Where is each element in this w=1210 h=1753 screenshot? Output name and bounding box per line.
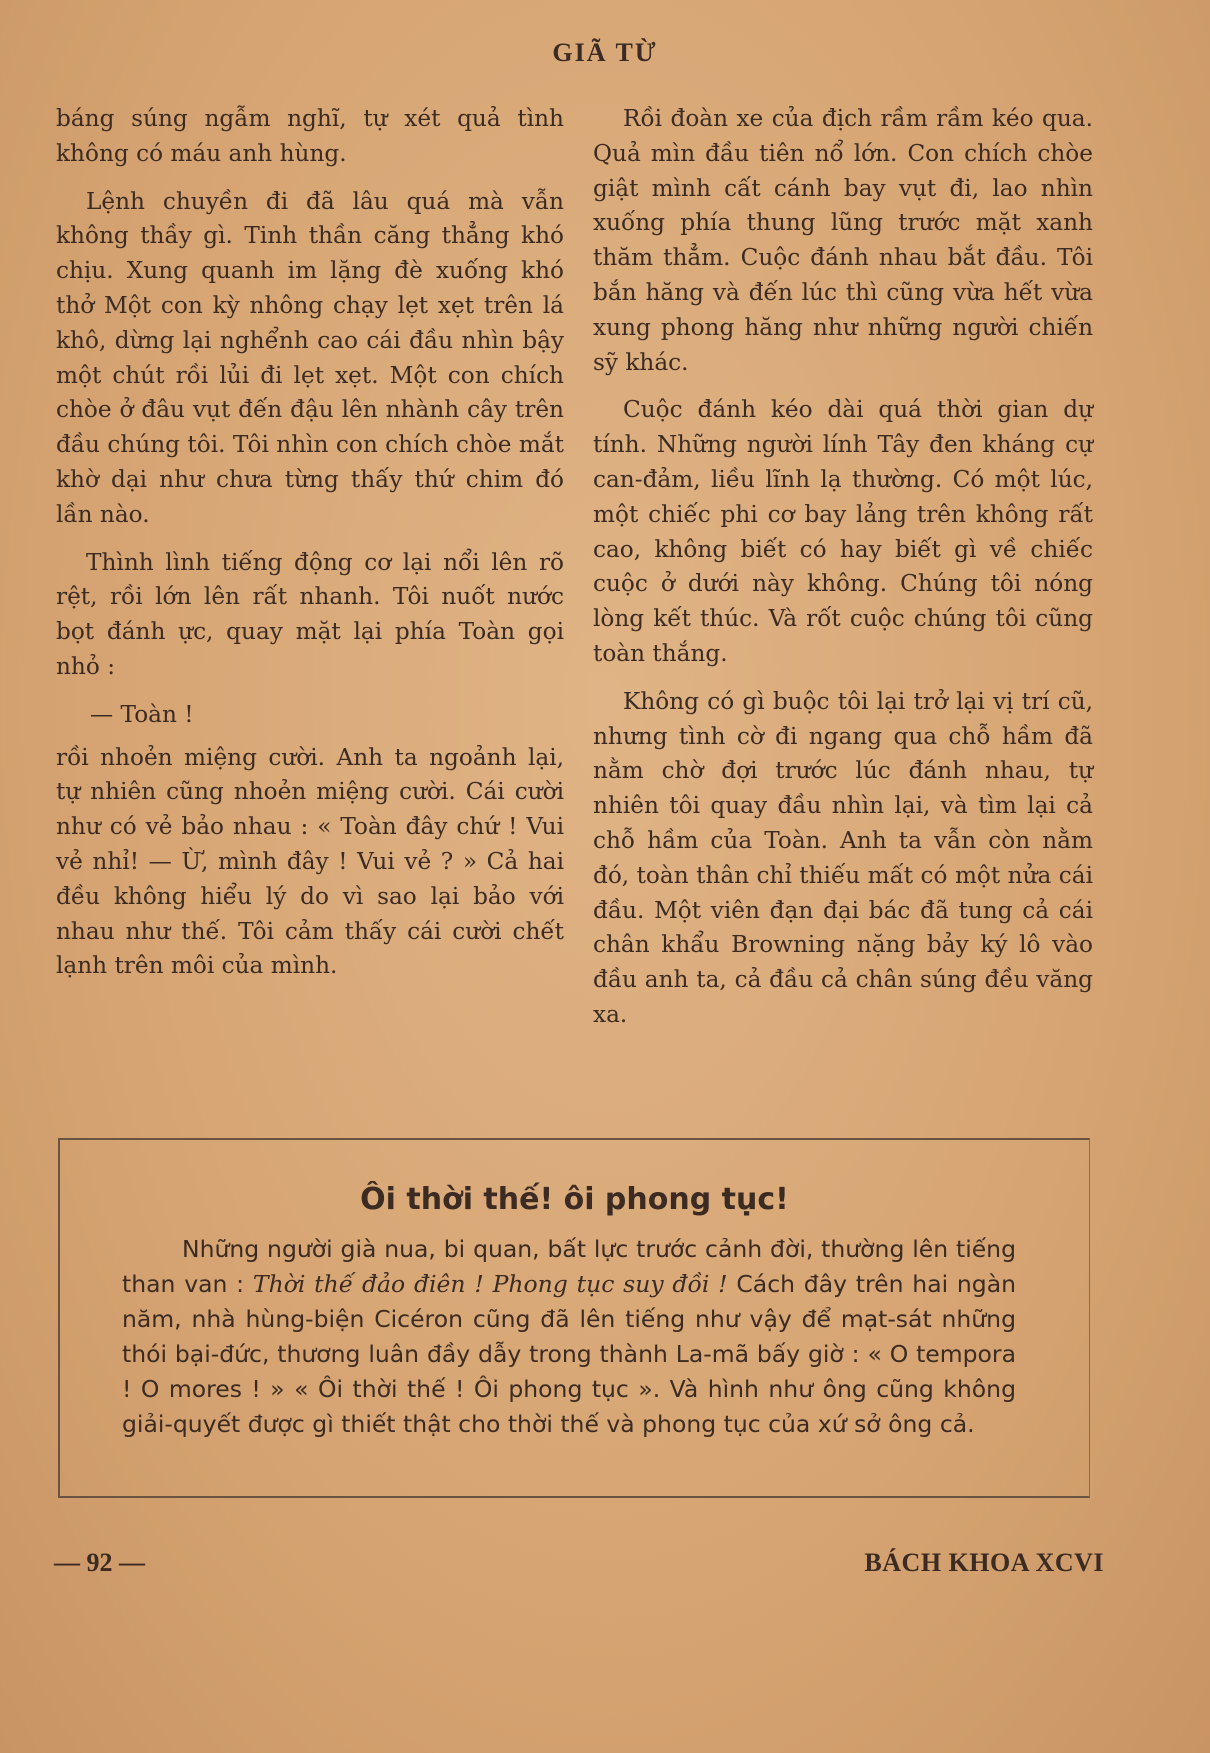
- paragraph: Lệnh chuyền đi đã lâu quá mà vẫn không thầy gì. Tinh thần căng thẳng khó chịu. Xung quanh im lặng đè xuống khó thở Một con kỳ nhông chạy lẹt xẹt trên lá khô, dừng lại nghểnh cao cái đầu nhìn bậy một chút rồi lủi đi lẹt xẹt. Một con chích chòe ở đâu vụt đến đậu lên nhành cây trên đầu chúng tôi. Tôi nhìn con chích chòe mắt khờ dại như chưa từng thấy thứ chim đó lần nào.: [56, 187, 564, 528]
- paragraph: Rồi đoàn xe của địch rầm rầm kéo qua. Quả mìn đầu tiên nổ lớn. Con chích chòe giật mình cất cánh bay vụt đi, lao nhìn xuống phía thung lũng trước mặt xanh thăm thẳm. Cuộc đánh nhau bắt đầu. Tôi bắn hăng và đến lúc thì cũng vừa hết vừa xung phong hăng như những người chiến sỹ khác.: [593, 105, 1093, 376]
- box-text: Những người già nua, bi quan, bất lực trước cảnh đời, thường lên tiếng than van :: [122, 1235, 1016, 1298]
- box-body: [122, 1232, 1016, 1442]
- paragraph: Không có gì buộc tôi lại trở lại vị trí cũ, nhưng tình cờ đi ngang qua chỗ hầm đã nằm chờ đợi trước lúc đánh nhau, tự nhiên tôi quay đầu nhìn lại, và tìm lại cả chỗ hầm của Toàn. Anh ta vẫn còn nằm đó, toàn thân chỉ thiếu mất có một nửa cái đầu. Một viên đạn đại bác đã tung cả cái chân khẩu Browning nặng bảy ký lô vào đầu anh ta, cả đầu cả chân súng đều văng xa.: [593, 687, 1093, 1028]
- left-column: [56, 102, 564, 997]
- paragraph: rồi nhoẻn miệng cười. Anh ta ngoảnh lại, tự nhiên cũng nhoẻn miệng cười. Cái cười như có vẻ bảo nhau : « Toàn đây chứ ! Vui vẻ nhỉ! — Ừ, mình đây ! Vui vẻ ? » Cả hai đều không hiểu lý do vì sao lại bảo với nhau như thế. Tôi cảm thấy cái cười chết lạnh trên môi của mình.: [56, 743, 564, 980]
- paragraph: Thình lình tiếng động cơ lại nổi lên rõ rệt, rồi lớn lên rất nhanh. Tôi nuốt nước bọt đánh ực, quay mặt lại phía Toàn gọi nhỏ :: [56, 548, 564, 680]
- box-title: Ôi thời thế! ôi phong tục!: [360, 1182, 789, 1217]
- dialogue-line: — Toàn !: [90, 700, 194, 728]
- paragraph: báng súng ngẫm nghĩ, tự xét quả tình không có máu anh hùng.: [56, 105, 564, 167]
- sidebar-box: [58, 1138, 1090, 1498]
- running-title: GIÃ TỪ: [552, 38, 658, 67]
- box-italic-quote: Thời thế đảo điên ! Phong tục suy đồi !: [252, 1270, 728, 1298]
- magazine-name: BÁCH KHOA XCVI: [864, 1548, 1104, 1577]
- page-number: — 92 —: [54, 1548, 145, 1577]
- right-column: [593, 102, 1093, 1046]
- box-text: Cách đây trên hai ngàn năm, nhà hùng-biện Cicéron cũng đã lên tiếng như vậy để mạt-sát những thói bại-đức, thương luân đầy dẫy trong thành La-mã bấy giờ : « O tempora ! O mores ! » « Ôi thời thế ! Ôi phong tục ». Và hình như ông cũng không giải-quyết được gì thiết thật cho thời thế và phong tục của xứ sở ông cả.: [122, 1270, 1017, 1438]
- paragraph: Cuộc đánh kéo dài quá thời gian dự tính. Những người lính Tây đen kháng cự can-đảm, liều lĩnh lạ thường. Có một lúc, một chiếc phi cơ bay lảng trên không rất cao, không biết có hay biết gì về chiếc cuộc ở dưới này không. Chúng tôi nóng lòng kết thúc. Và rốt cuộc chúng tôi cũng toàn thắng.: [593, 396, 1093, 667]
